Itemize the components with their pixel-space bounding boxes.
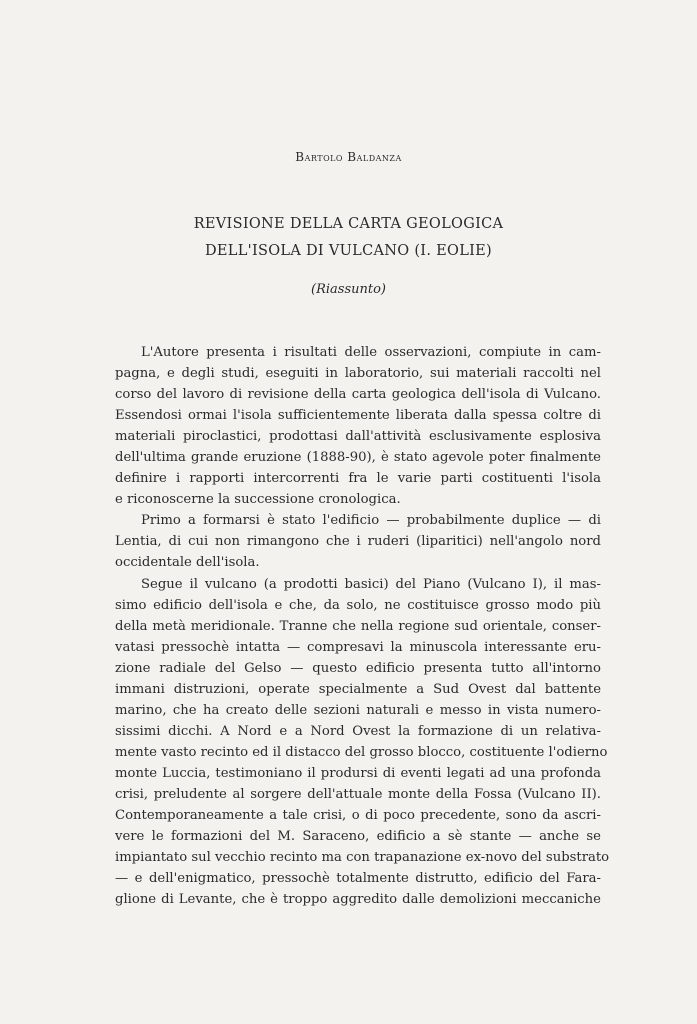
- text-line: marino, che ha creato delle sezioni naturali e messo in vista numero-: [115, 702, 601, 718]
- text-line: Primo a formarsi è stato l'edificio — probabilmente duplice — di: [141, 513, 601, 529]
- text-line: — e dell'enigmatico, pressochè totalmente distrutto, edificio del Fara-: [115, 871, 601, 887]
- text-line: della metà meridionale. Tranne che nella regione sud orientale, conser-: [115, 618, 601, 634]
- text-line: zione radiale del Gelso — questo edificio presenta tutto all'intorno: [115, 660, 601, 676]
- title-line-1: REVISIONE DELLA CARTA GEOLOGICA: [193, 216, 504, 232]
- text-line: glione di Levante, che è troppo aggredito dalle demolizioni meccaniche: [115, 892, 601, 908]
- text-line: Segue il vulcano (a prodotti basici) del Piano (Vulcano I), il mas-: [141, 576, 601, 592]
- text-line: monte Luccia, testimoniano il prodursi di eventi legati ad una profonda: [115, 765, 601, 781]
- body-text: [115, 342, 610, 910]
- text-line: sissimi dicchi. A Nord e a Nord Ovest la formazione di un relativa-: [115, 723, 601, 739]
- text-line: Contemporaneamente a tale crisi, o di poco precedente, sono da ascri-: [115, 808, 601, 824]
- text-line: dell'ultima grande eruzione (1888-90), è stato agevole poter finalmente: [115, 450, 601, 466]
- text-line: L'Autore presenta i risultati delle osservazioni, compiute in cam-: [141, 345, 601, 360]
- text-line: simo edificio dell'isola e che, da solo, ne costituisce grosso modo più: [115, 597, 601, 613]
- text-line: vere le formazioni del M. Saraceno, edificio a sè stante — anche se: [115, 829, 601, 845]
- text-line: pagna, e degli studi, eseguiti in laboratorio, sui materiali raccolti nel: [115, 366, 601, 382]
- text-line: mente vasto recinto ed il distacco del grosso blocco, costituente l'odierno: [115, 744, 608, 760]
- title-line-2: DELL'ISOLA DI VULCANO (I. EOLIE): [204, 243, 493, 259]
- text-line: corso del lavoro di revisione della carta geologica dell'isola di Vulcano.: [115, 387, 601, 403]
- text-line: occidentale dell'isola.: [115, 555, 260, 571]
- text-line: impiantato sul vecchio recinto ma con trapanazione ex-novo del substrato: [115, 850, 610, 866]
- text-line: immani distruzioni, operate specialmente a Sud Ovest dal battente: [115, 681, 601, 697]
- text-line: e riconoscerne la successione cronologica.: [115, 492, 401, 508]
- text-line: Lentia, di cui non rimangono che i ruderi (liparitici) nell'angolo nord: [115, 534, 601, 550]
- text-line: materiali piroclastici, prodottasi dall'attività esclusivamente esplosiva: [115, 429, 601, 445]
- text-line: Essendosi ormai l'isola sufficientemente liberata dalla spessa coltre di: [115, 408, 601, 424]
- text-line: vatasi pressochè intatta — compresavi la minuscola interessante eru-: [115, 639, 601, 655]
- text-line: definire i rapporti intercorrenti fra le varie parti costituenti l'isola: [115, 471, 601, 487]
- text-line: crisi, preludente al sorgere dell'attuale monte della Fossa (Vulcano II).: [115, 786, 601, 802]
- subtitle: (Riassunto): [311, 282, 386, 297]
- author-name: Bartolo Baldanza: [295, 150, 402, 164]
